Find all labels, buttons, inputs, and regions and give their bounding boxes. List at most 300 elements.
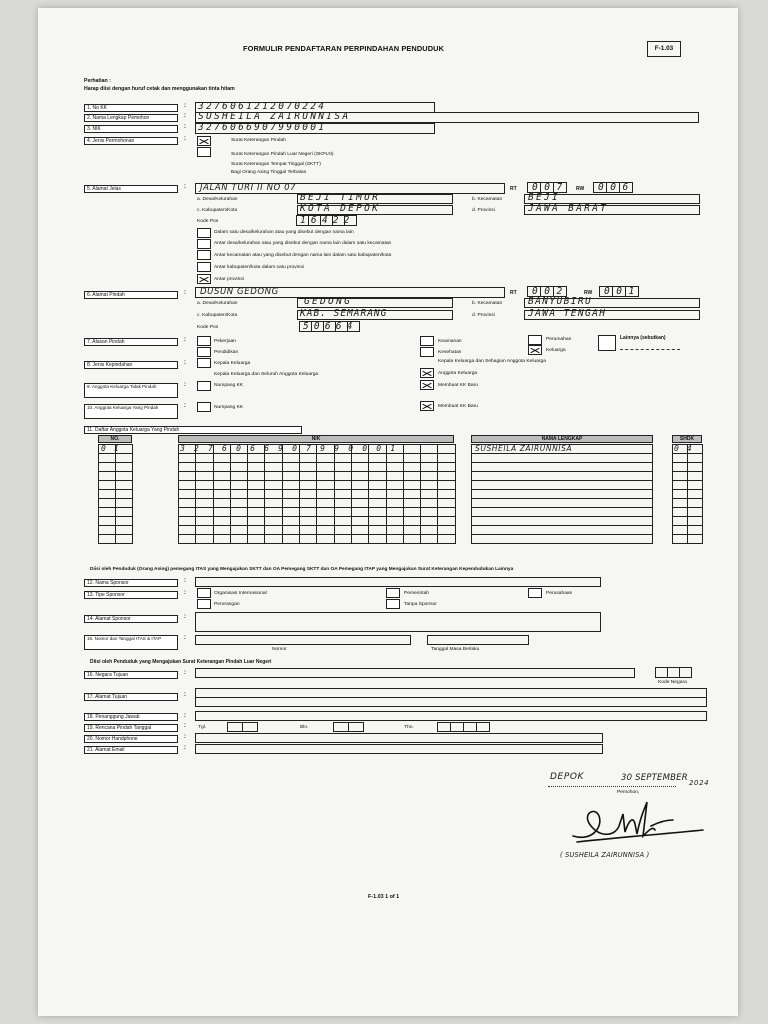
grid-cell[interactable] <box>386 463 403 472</box>
notice-text: Harap diisi dengan huruf cetak dan menggunakan tinta hitam <box>84 86 235 92</box>
grid-cell[interactable] <box>438 490 455 499</box>
signature-mark <box>563 796 713 852</box>
grid-cell[interactable] <box>472 472 653 481</box>
grid-cell[interactable] <box>230 472 247 481</box>
grid-cell[interactable] <box>248 481 265 490</box>
pindah-opt-2-checkbox[interactable] <box>197 239 211 249</box>
grid-cell[interactable] <box>179 526 196 535</box>
grid-cell[interactable] <box>688 463 703 472</box>
bln-caption: Bln. <box>300 725 309 730</box>
grid-cell[interactable] <box>99 454 116 463</box>
kode-negara-cells[interactable] <box>656 667 692 678</box>
grid-cell[interactable] <box>213 463 230 472</box>
alasan-lainnya-line[interactable] <box>620 349 680 350</box>
grid-cell[interactable] <box>265 490 282 499</box>
rw-pindah-value: 001 <box>604 286 641 297</box>
grid-cell[interactable] <box>282 508 299 517</box>
grid-cell[interactable] <box>334 481 351 490</box>
provinsi-pindah-value: JAWA TENGAH <box>528 308 607 319</box>
grid-cell[interactable] <box>230 499 247 508</box>
grid-cell[interactable] <box>230 535 247 544</box>
grid-cell[interactable] <box>403 526 420 535</box>
grid-cell[interactable] <box>213 472 230 481</box>
grid-cell[interactable] <box>196 526 213 535</box>
grid-cell[interactable] <box>179 517 196 526</box>
grid-cell[interactable] <box>116 517 133 526</box>
grid-cell[interactable] <box>421 454 438 463</box>
grid-cell[interactable] <box>116 499 133 508</box>
grid-cell[interactable] <box>472 463 653 472</box>
grid-cell[interactable] <box>351 481 368 490</box>
grid-cell[interactable] <box>688 481 703 490</box>
grid-cell[interactable] <box>688 490 703 499</box>
grid-cell[interactable] <box>230 463 247 472</box>
pindah-opt-1-label: Dalam satu desa/kelurahan atau yang disebut dengan nama lain <box>214 230 354 235</box>
alasan-perumahan-checkbox[interactable] <box>528 335 542 345</box>
grid-cell[interactable] <box>673 535 688 544</box>
grid-cell[interactable] <box>688 508 703 517</box>
grid-cell[interactable] <box>282 499 299 508</box>
yang-pindah-numpang-checkbox[interactable] <box>197 402 211 412</box>
grid-cell[interactable] <box>248 517 265 526</box>
kepindahan-4-checkbox[interactable] <box>420 368 434 378</box>
grid-cell[interactable] <box>265 481 282 490</box>
grid-cell[interactable] <box>265 454 282 463</box>
grid-cell[interactable] <box>317 535 334 544</box>
grid-cell[interactable] <box>334 454 351 463</box>
negara-tujuan-label: 16. Negara Tujuan <box>84 671 178 679</box>
grid-cell[interactable] <box>179 481 196 490</box>
alamat-sponsor-input[interactable] <box>195 612 601 632</box>
grid-cell[interactable] <box>300 526 317 535</box>
grid-cell[interactable] <box>673 454 688 463</box>
grid-cell[interactable] <box>688 472 703 481</box>
alasan-lainnya-checkbox[interactable] <box>598 335 616 351</box>
grid-cell[interactable] <box>386 454 403 463</box>
grid-cell[interactable] <box>386 526 403 535</box>
grid-cell[interactable] <box>472 517 653 526</box>
shdk-grid[interactable] <box>672 444 703 544</box>
grid-cell[interactable] <box>351 526 368 535</box>
grid-cell[interactable] <box>403 481 420 490</box>
grid-cell[interactable] <box>403 454 420 463</box>
grid-cell[interactable] <box>179 472 196 481</box>
grid-cell[interactable] <box>282 481 299 490</box>
signature-place: DEPOK <box>550 772 585 782</box>
grid-cell[interactable] <box>334 517 351 526</box>
grid-cell[interactable] <box>673 463 688 472</box>
grid-cell[interactable] <box>230 508 247 517</box>
grid-cell[interactable] <box>282 472 299 481</box>
grid-cell[interactable] <box>116 463 133 472</box>
alasan-keamanan-label: Keamanan <box>438 339 462 344</box>
grid-cell[interactable] <box>300 508 317 517</box>
jenis-option-1-checkbox[interactable] <box>197 136 211 146</box>
grid-cell[interactable] <box>213 499 230 508</box>
grid-cell[interactable] <box>300 535 317 544</box>
grid-cell[interactable] <box>403 490 420 499</box>
grid-cell[interactable] <box>196 535 213 544</box>
kabupaten-value: KOTA DEPOK <box>300 203 381 214</box>
alasan-pekerjaan-checkbox[interactable] <box>197 336 211 346</box>
grid-cell[interactable] <box>386 517 403 526</box>
grid-cell[interactable] <box>317 463 334 472</box>
grid-cell[interactable] <box>282 526 299 535</box>
grid-cell[interactable] <box>179 535 196 544</box>
itas-label: 15. Nomor dan Tanggal ITAS & ITAP <box>84 635 178 650</box>
provinsi-pindah-label: d. Provinsi <box>472 313 495 318</box>
grid-cell[interactable] <box>369 526 386 535</box>
grid-cell[interactable] <box>300 517 317 526</box>
grid-cell[interactable] <box>196 517 213 526</box>
grid-cell[interactable] <box>438 535 455 544</box>
grid-cell[interactable] <box>213 481 230 490</box>
grid-cell[interactable] <box>282 454 299 463</box>
alamat-jelas-value: JALAN TURI II NO 07 <box>200 183 297 193</box>
grid-cell[interactable] <box>369 517 386 526</box>
nik-grid[interactable] <box>178 444 456 544</box>
tipe-perusahaan-checkbox[interactable] <box>528 588 542 598</box>
grid-cell[interactable] <box>403 535 420 544</box>
grid-cell[interactable] <box>116 481 133 490</box>
grid-cell[interactable] <box>282 490 299 499</box>
grid-cell[interactable] <box>230 517 247 526</box>
bln-cells[interactable] <box>334 722 364 732</box>
grid-cell[interactable] <box>265 535 282 544</box>
grid-cell[interactable] <box>673 481 688 490</box>
grid-cell[interactable] <box>248 508 265 517</box>
tipe-pemerintah-checkbox[interactable] <box>386 588 400 598</box>
grid-cell[interactable] <box>369 463 386 472</box>
nama-sponsor-label: 12. Nama Sponsor <box>84 579 178 587</box>
tidak-pindah-kkbaru-checkbox[interactable] <box>420 380 434 390</box>
alasan-pekerjaan-label: Pekerjaan <box>214 339 237 344</box>
tidak-pindah-kkbaru-label: Membuat KK Baru <box>438 383 478 388</box>
grid-cell[interactable] <box>213 508 230 517</box>
grid-cell[interactable] <box>300 454 317 463</box>
kabupaten-pindah-value: KAB. SEMARANG <box>300 308 388 319</box>
grid-cell[interactable] <box>688 517 703 526</box>
row1-no-value: 01 <box>101 444 127 453</box>
grid-cell[interactable] <box>369 499 386 508</box>
grid-cell[interactable] <box>282 535 299 544</box>
grid-cell[interactable] <box>248 472 265 481</box>
tipe-organisasi-checkbox[interactable] <box>197 588 211 598</box>
grid-cell[interactable] <box>116 472 133 481</box>
grid-cell[interactable] <box>99 490 116 499</box>
grid-cell[interactable] <box>421 472 438 481</box>
grid-cell[interactable] <box>334 535 351 544</box>
grid-cell[interactable] <box>99 472 116 481</box>
nama-sponsor-input[interactable] <box>195 577 601 587</box>
yang-pindah-kkbaru-checkbox[interactable] <box>420 401 434 411</box>
grid-cell[interactable] <box>99 481 116 490</box>
grid-cell[interactable] <box>403 472 420 481</box>
grid-cell[interactable] <box>99 535 116 544</box>
itas-tanggal-input[interactable] <box>427 635 529 645</box>
grid-cell[interactable] <box>386 472 403 481</box>
grid-cell[interactable] <box>213 454 230 463</box>
kepindahan-2-label: Kepala Keluarga dan Seluruh Anggota Keluarga <box>214 372 319 377</box>
pindah-opt-5-checkbox[interactable] <box>197 274 211 284</box>
grid-cell[interactable] <box>386 499 403 508</box>
grid-cell[interactable] <box>317 454 334 463</box>
no-grid[interactable] <box>98 444 133 544</box>
grid-cell[interactable] <box>300 472 317 481</box>
grid-cell[interactable] <box>248 535 265 544</box>
alamat-tujuan-input-2[interactable] <box>195 697 707 707</box>
grid-cell[interactable] <box>213 535 230 544</box>
grid-cell[interactable] <box>317 472 334 481</box>
kodepos-pindah-label: Kode Pos <box>197 325 219 330</box>
section-luar-negeri: Diisi oleh Penduduk yang Mengajukan Surat Keterangan Pindah Luar Negeri <box>90 659 272 665</box>
grid-cell[interactable] <box>196 499 213 508</box>
grid-cell[interactable] <box>673 508 688 517</box>
grid-cell[interactable] <box>688 499 703 508</box>
grid-cell[interactable] <box>472 481 653 490</box>
grid-cell[interactable] <box>265 526 282 535</box>
alamat-pindah-label: 6. Alamat Pindah <box>84 291 178 299</box>
grid-cell[interactable] <box>438 481 455 490</box>
pindah-opt-3-checkbox[interactable] <box>197 250 211 260</box>
kepindahan-1-checkbox[interactable] <box>197 358 211 368</box>
grid-cell[interactable] <box>438 499 455 508</box>
col-nama-header: NAMA LENGKAP <box>471 435 653 443</box>
grid-cell[interactable] <box>673 499 688 508</box>
grid-cell[interactable] <box>673 490 688 499</box>
grid-cell[interactable] <box>179 490 196 499</box>
grid-cell[interactable] <box>421 463 438 472</box>
desa-value: BEJI TIMUR <box>300 192 381 203</box>
grid-cell[interactable] <box>386 490 403 499</box>
grid-cell[interactable] <box>403 445 420 454</box>
grid-cell[interactable] <box>438 517 455 526</box>
penanggung-jawab-label: 18. Penanggung Jawab <box>84 713 178 721</box>
grid-cell[interactable] <box>351 490 368 499</box>
grid-cell[interactable] <box>265 517 282 526</box>
alasan-pendidikan-checkbox[interactable] <box>197 347 211 357</box>
itas-tanggal-caption: Tanggal Masa Berlaku <box>431 647 480 652</box>
grid-cell[interactable] <box>116 454 133 463</box>
grid-cell[interactable] <box>421 517 438 526</box>
grid-cell[interactable] <box>317 526 334 535</box>
grid-cell[interactable] <box>99 517 116 526</box>
grid-cell[interactable] <box>334 490 351 499</box>
negara-tujuan-input[interactable] <box>195 668 635 678</box>
grid-cell[interactable] <box>421 490 438 499</box>
grid-cell[interactable] <box>300 481 317 490</box>
grid-cell[interactable] <box>334 508 351 517</box>
grid-cell[interactable] <box>196 508 213 517</box>
grid-cell[interactable] <box>472 490 653 499</box>
alamat-tujuan-label: 17. Alamat Tujuan <box>84 693 178 701</box>
grid-cell[interactable] <box>334 526 351 535</box>
nama-label: 2. Nama Lengkap Pemohon <box>84 114 178 122</box>
kabupaten-label: c. Kabupaten/Kota <box>197 208 238 213</box>
kecamatan-label: b. Kecamatan <box>472 197 503 202</box>
grid-cell[interactable] <box>196 454 213 463</box>
grid-cell[interactable] <box>421 445 438 454</box>
grid-cell[interactable] <box>248 463 265 472</box>
grid-cell[interactable] <box>688 526 703 535</box>
grid-cell[interactable] <box>317 508 334 517</box>
nama-grid[interactable] <box>471 444 653 544</box>
grid-cell[interactable] <box>248 454 265 463</box>
grid-cell[interactable] <box>116 535 133 544</box>
form-page: FORMULIR PENDAFTARAN PERPINDAHAN PENDUDUK F-1.03 Perhatian : Harap diisi dengan huruf cetak dan menggunakan tinta hitam 1. No KK : 3276061212070224 2. Nama Lengkap Pemohon : SUSHEILA ZAIRUNNISA 3. NIK : 3276066907990001 4. Jenis Permohonan : Surat Keterangan Pindah Surat Keterangan Pindah Luar Negeri (SKPLN) Surat Keterangan Tempat Tinggal (SKTT) Bagi Orang Asing Tinggal Terbatas 5. Alamat Jelas : JALAN TURI II NO 07 RT 007 RW 006 a. Desa/Kelurahan BEJI TIMUR b. Kecamatan BEJI c. Kabupaten/Kota KOTA DEPOK d. Provinsi JAWA BARAT Kode Pos 16422 Dalam satu desa/kelurahan atau yang disebut dengan nama lain Antar desa/kelurahan atau yang disebut dengan nama lain dalam satu kecamatan Antar kecamatan atau yang disebut dengan nama lain dalam satu kabupaten/kota Antar kabupaten/kota dalam satu provinsi Antar provinsi 6. Alamat Pindah : DUSUN GEDONG RT 002 RW 001 a. Desa/Kelurahan GEDONG b. Kecamatan BANYUBIRU c. Kabupaten/Kota KAB. SEMARANG d. Provinsi JAWA TENGAH Kode Pos 50664 7. Alasan Pindah : Pekerjaan Pendidikan Keamanan Kesehatan Perumahan Keluarga Lainnya (sebutkan) 8. Jenis Kepindahan : Kepala Keluarga Kepala Keluarga dan Seluruh Anggota Keluarga Kepala Keluarga dan Sebagian Anggota Keluarga Anggota Keluarga 9. Anggota Keluarga Tidak Pindah : Numpang KK Membuat KK Baru 10. Anggota Keluarga Yang Pindah : Numpang KK Membuat KK Baru 11. Daftar Anggota Keluarga Yang Pindah NO. NIK NAMA LENGKAP SHDK 01 3276066907990001 SUSHEILA ZAIRUNNISA 04 Diisi oleh Penduduk (Orang Asing) pemegang ITAS yang Mengajukan SKTT dan OA Pemegang SKTT dan OA Pemegang ITAP yang Mengajukan Surat Keterangan Kependudukan Lainnya 12. Nama Sponsor : 13. Tipe Sponsor : Organisasi Internasional Pemerintah Perusahaan Perorangan Tanpa Sponsor 14. Alamat Sponsor : 15. Nomor dan Tanggal ITAS & ITAP : Nomor Tanggal Masa Berlaku Diisi oleh Penduduk yang Mengajukan Surat Keterangan Pindah Luar Negeri 16. Negara Tujuan : Kode Negara 17. Alamat Tujuan : 18. Penanggung Jawab : 19. Rencana Pindah Tanggal : Tgl. Bln. Thn. 20. Nomor Handphone : 21. Alamat Email : DEPOK 30 SEPTEMBER 2024 Pemohon, ( SUSHEILA ZAIRUNNISA ) F-1.03 1 of 1 <box>38 8 738 1016</box>
grid-cell[interactable] <box>265 499 282 508</box>
grid-cell[interactable] <box>472 535 653 544</box>
grid-cell[interactable] <box>403 517 420 526</box>
grid-cell[interactable] <box>196 463 213 472</box>
grid-cell[interactable] <box>351 535 368 544</box>
grid-cell[interactable] <box>116 526 133 535</box>
grid-cell[interactable] <box>213 517 230 526</box>
grid-cell[interactable] <box>179 508 196 517</box>
grid-cell[interactable] <box>673 472 688 481</box>
nomor-hp-input[interactable] <box>195 733 603 743</box>
itas-nomor-input[interactable] <box>195 635 411 645</box>
grid-cell[interactable] <box>334 499 351 508</box>
grid-cell[interactable] <box>317 490 334 499</box>
grid-cell[interactable] <box>369 490 386 499</box>
grid-cell[interactable] <box>688 454 703 463</box>
grid-cell[interactable] <box>472 508 653 517</box>
alasan-perumahan-label: Perumahan <box>546 337 572 342</box>
grid-cell[interactable] <box>386 481 403 490</box>
grid-cell[interactable] <box>300 490 317 499</box>
grid-cell[interactable] <box>230 454 247 463</box>
grid-cell[interactable] <box>99 463 116 472</box>
grid-cell[interactable] <box>196 472 213 481</box>
grid-cell[interactable] <box>688 535 703 544</box>
grid-cell[interactable] <box>421 499 438 508</box>
grid-cell[interactable] <box>438 454 455 463</box>
grid-cell[interactable] <box>300 499 317 508</box>
grid-cell[interactable] <box>386 508 403 517</box>
grid-cell[interactable] <box>403 463 420 472</box>
grid-cell[interactable] <box>438 526 455 535</box>
grid-cell[interactable] <box>196 481 213 490</box>
yang-pindah-numpang-label: Numpang KK <box>214 405 244 410</box>
grid-cell[interactable] <box>673 517 688 526</box>
grid-cell[interactable] <box>230 526 247 535</box>
tipe-perorangan-checkbox[interactable] <box>197 599 211 609</box>
jenis-option-2-checkbox[interactable] <box>197 147 211 157</box>
kodepos-value: 16422 <box>300 215 355 226</box>
pindah-opt-4-checkbox[interactable] <box>197 262 211 272</box>
grid-cell[interactable] <box>403 508 420 517</box>
penanggung-jawab-input[interactable] <box>195 711 707 721</box>
grid-cell[interactable] <box>213 526 230 535</box>
pindah-opt-1-checkbox[interactable] <box>197 228 211 238</box>
grid-cell[interactable] <box>472 526 653 535</box>
grid-cell[interactable] <box>265 463 282 472</box>
section-orang-asing: Diisi oleh Penduduk (Orang Asing) pemegang ITAS yang Mengajukan SKTT dan OA Pemegang SKTT dan OA Pemegang ITAP yang Mengajukan Surat Keterangan Kependudukan Lainnya <box>90 567 514 572</box>
grid-cell[interactable] <box>99 499 116 508</box>
grid-cell[interactable] <box>300 463 317 472</box>
alasan-keluarga-checkbox[interactable] <box>528 345 542 355</box>
grid-cell[interactable] <box>248 490 265 499</box>
desa-label: a. Desa/Kelurahan <box>197 197 238 202</box>
grid-cell[interactable] <box>351 463 368 472</box>
grid-cell[interactable] <box>421 535 438 544</box>
grid-cell[interactable] <box>438 463 455 472</box>
grid-cell[interactable] <box>673 526 688 535</box>
grid-cell[interactable] <box>369 481 386 490</box>
grid-cell[interactable] <box>334 472 351 481</box>
grid-cell[interactable] <box>421 481 438 490</box>
alamat-email-input[interactable] <box>195 744 603 754</box>
grid-cell[interactable] <box>179 499 196 508</box>
grid-cell[interactable] <box>317 517 334 526</box>
grid-cell[interactable] <box>265 508 282 517</box>
grid-cell[interactable] <box>334 463 351 472</box>
grid-cell[interactable] <box>265 472 282 481</box>
jenis-permohonan-label: 4. Jenis Permohonan <box>84 137 178 145</box>
grid-cell[interactable] <box>317 481 334 490</box>
grid-cell[interactable] <box>99 508 116 517</box>
grid-cell[interactable] <box>230 481 247 490</box>
grid-cell[interactable] <box>248 499 265 508</box>
grid-cell[interactable] <box>179 463 196 472</box>
grid-cell[interactable] <box>403 499 420 508</box>
grid-cell[interactable] <box>421 526 438 535</box>
grid-cell[interactable] <box>116 508 133 517</box>
grid-cell[interactable] <box>438 508 455 517</box>
rt-value: 007 <box>532 182 569 193</box>
thn-cells[interactable] <box>438 722 490 732</box>
grid-cell[interactable] <box>351 472 368 481</box>
grid-cell[interactable] <box>472 454 653 463</box>
grid-cell[interactable] <box>213 490 230 499</box>
kecamatan-value: BEJI <box>528 192 561 203</box>
alasan-kesehatan-checkbox[interactable] <box>420 347 434 357</box>
grid-cell[interactable] <box>351 517 368 526</box>
thn-caption: Thn. <box>404 725 414 730</box>
alasan-keamanan-checkbox[interactable] <box>420 336 434 346</box>
grid-cell[interactable] <box>438 445 455 454</box>
grid-cell[interactable] <box>179 454 196 463</box>
signature-year: 2024 <box>689 779 710 787</box>
grid-cell[interactable] <box>369 508 386 517</box>
grid-cell[interactable] <box>369 535 386 544</box>
grid-cell[interactable] <box>282 517 299 526</box>
grid-cell[interactable] <box>386 535 403 544</box>
grid-cell[interactable] <box>369 472 386 481</box>
grid-cell[interactable] <box>421 508 438 517</box>
grid-cell[interactable] <box>196 490 213 499</box>
grid-cell[interactable] <box>248 526 265 535</box>
col-nik-header: NIK <box>178 435 454 443</box>
grid-cell[interactable] <box>317 499 334 508</box>
grid-cell[interactable] <box>282 463 299 472</box>
tidak-pindah-numpang-checkbox[interactable] <box>197 381 211 391</box>
row1-nama-value: SUSHEILA ZAIRUNNISA <box>475 444 573 453</box>
tgl-cells[interactable] <box>228 722 258 732</box>
grid-cell[interactable] <box>472 499 653 508</box>
grid-cell[interactable] <box>351 454 368 463</box>
grid-cell[interactable] <box>99 526 116 535</box>
grid-cell[interactable] <box>369 454 386 463</box>
grid-cell[interactable] <box>438 472 455 481</box>
grid-cell[interactable] <box>351 508 368 517</box>
grid-cell[interactable] <box>230 490 247 499</box>
grid-cell[interactable] <box>351 499 368 508</box>
kecamatan-pindah-value: BANYUBIRU <box>528 296 593 307</box>
tipe-tanpa-checkbox[interactable] <box>386 599 400 609</box>
grid-cell[interactable] <box>116 490 133 499</box>
